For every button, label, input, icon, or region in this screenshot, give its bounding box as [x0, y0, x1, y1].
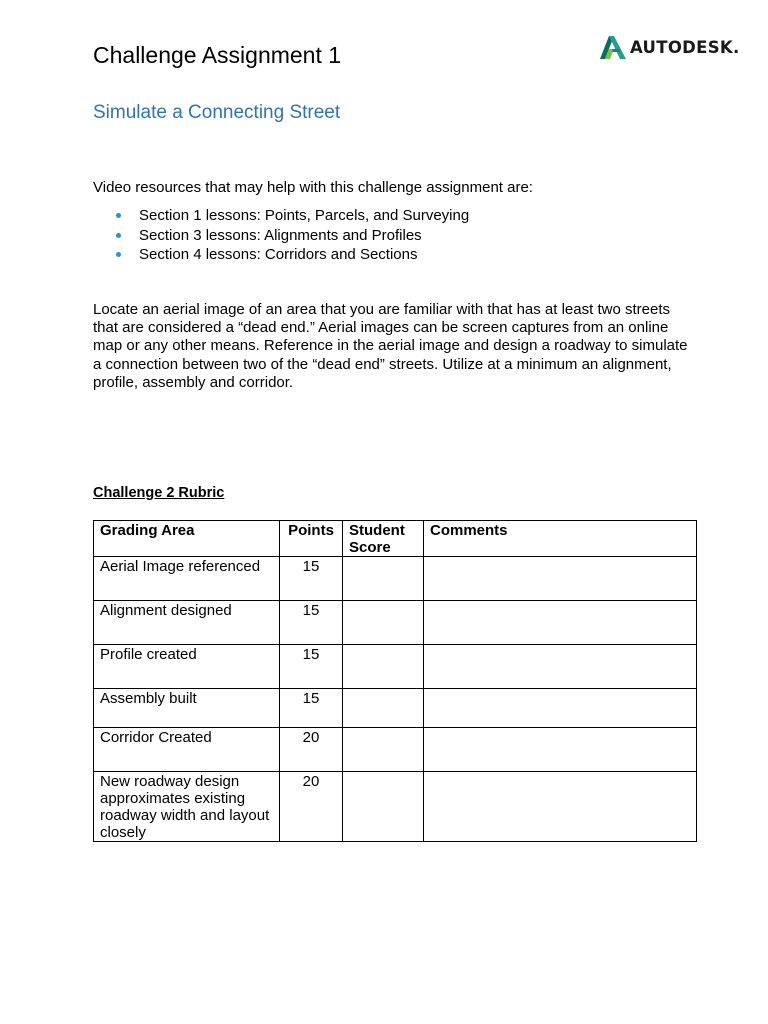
bullet-icon — [116, 233, 121, 238]
cell-points: 15 — [280, 645, 343, 689]
cell-points: 20 — [280, 728, 343, 772]
autodesk-logo — [600, 34, 740, 60]
list-item — [93, 227, 469, 247]
cell-area: Assembly built — [94, 689, 280, 728]
logo-wordmark: AUTODESK. — [630, 37, 740, 57]
cell-score — [343, 689, 424, 728]
table-header-row — [94, 521, 697, 557]
cell-points: 15 — [280, 557, 343, 601]
cell-comments — [424, 728, 697, 772]
cell-points: 20 — [280, 772, 343, 842]
resource-list — [93, 207, 469, 266]
table-row — [94, 772, 697, 842]
table-row — [94, 689, 697, 728]
cell-score — [343, 645, 424, 689]
header-points: Points — [280, 521, 343, 557]
table-row — [94, 601, 697, 645]
cell-points: 15 — [280, 689, 343, 728]
subtitle: Simulate a Connecting Street — [93, 102, 341, 123]
bullet-icon — [116, 252, 121, 257]
cell-area: Profile created — [94, 645, 280, 689]
header-comments: Comments — [424, 521, 697, 557]
cell-score — [343, 557, 424, 601]
page-title: Challenge Assignment 1 — [93, 42, 342, 68]
bullet-icon — [116, 213, 121, 218]
cell-comments — [424, 772, 697, 842]
header-grading-area: Grading Area — [94, 521, 280, 557]
cell-area: New roadway design approximates existing roadway width and layout closely — [94, 772, 280, 842]
autodesk-a-icon — [600, 35, 626, 59]
cell-area: Alignment designed — [94, 601, 280, 645]
list-item — [93, 246, 469, 266]
header-student-score: Student Score — [343, 521, 424, 557]
table-row — [94, 557, 697, 601]
list-item-label: Section 1 lessons: Points, Parcels, and Surveying — [139, 207, 470, 224]
cell-score — [343, 728, 424, 772]
cell-comments — [424, 557, 697, 601]
cell-comments — [424, 645, 697, 689]
list-item-label: Section 4 lessons: Corridors and Sections — [139, 246, 418, 263]
rubric-table — [93, 520, 697, 842]
cell-area: Aerial Image referenced — [94, 557, 280, 601]
cell-comments — [424, 601, 697, 645]
list-item — [93, 207, 469, 227]
cell-score — [343, 772, 424, 842]
intro-text: Video resources that may help with this challenge assignment are: — [93, 179, 533, 196]
instructions-paragraph: Locate an aerial image of an area that you are familiar with that has at least two streets that are considered a “dead end.” Aerial images can be screen captures from an online map or any other means. Reference in the aerial image and design a roadway to simulate a connection between two of the “dead end” streets. Utilize at a minimum an alignment, profile, assembly and corridor. — [93, 301, 688, 391]
list-item-label: Section 3 lessons: Alignments and Profiles — [139, 226, 422, 244]
table-row — [94, 645, 697, 689]
rubric-title: Challenge 2 Rubric — [93, 485, 225, 501]
cell-score — [343, 601, 424, 645]
cell-comments — [424, 689, 697, 728]
cell-points: 15 — [280, 601, 343, 645]
table-row — [94, 728, 697, 772]
cell-area: Corridor Created — [94, 728, 280, 772]
